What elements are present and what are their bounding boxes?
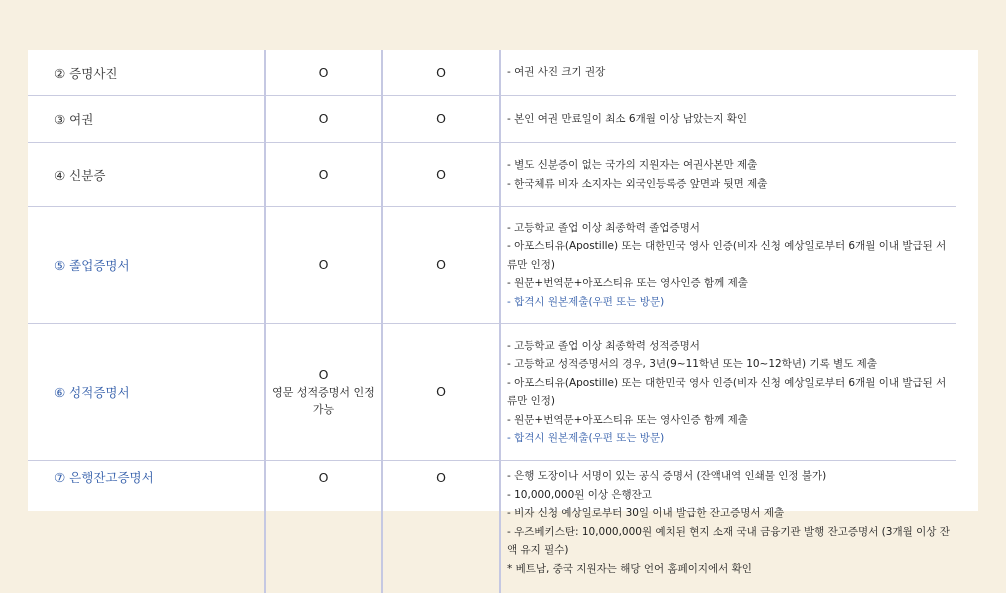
requirement-mark: O <box>382 143 500 207</box>
note-line: - 본인 여권 만료일이 최소 6개월 이상 남았는지 확인 <box>507 110 956 129</box>
note-line: - 여권 사진 크기 권장 <box>507 63 956 82</box>
note-line: - 은행 도장이나 서명이 있는 공식 증명서 (잔액내역 인쇄물 인정 불가) <box>507 467 956 486</box>
document-notes <box>500 143 956 207</box>
requirement-mark: O <box>382 207 500 324</box>
note-line: - 고등학교 졸업 이상 최종학력 졸업증명서 <box>507 219 956 238</box>
note-line: - 원문+번역문+아포스티유 또는 영사인증 함께 제출 <box>507 411 956 430</box>
note-line: - 우즈베키스탄: 10,000,000원 예치된 현지 소재 국내 금융기관 발행 잔고증명서 (3개월 이상 잔액 유지 필수) <box>507 523 956 560</box>
document-notes <box>500 461 956 593</box>
document-notes <box>500 50 956 96</box>
note-line: - 10,000,000원 이상 은행잔고 <box>507 486 956 505</box>
note-line: * 베트남, 중국 지원자는 해당 언어 홈페이지에서 확인 <box>507 560 956 579</box>
table-row <box>28 143 956 207</box>
note-line: - 한국체류 비자 소지자는 외국인등록증 앞면과 뒷면 제출 <box>507 175 956 194</box>
note-line: - 아포스티유(Apostille) 또는 대한민국 영사 인증(비자 신청 예상일로부터 6개월 이내 발급된 서류만 인정) <box>507 374 956 411</box>
document-name: ④ 신분증 <box>28 143 265 207</box>
note-line: - 아포스티유(Apostille) 또는 대한민국 영사 인증(비자 신청 예상일로부터 6개월 이내 발급된 서류만 인정) <box>507 237 956 274</box>
note-line: - 고등학교 졸업 이상 최종학력 성적증명서 <box>507 337 956 356</box>
requirement-mark: O <box>265 143 382 207</box>
document-name-link[interactable]: ⑥ 성적증명서 <box>28 324 265 461</box>
note-line-highlight: - 합격시 원본제출(우편 또는 방문) <box>507 429 956 448</box>
requirement-mark: O <box>265 50 382 96</box>
note-line: - 고등학교 성적증명서의 경우, 3년(9~11학년 또는 10~12학년) 기록 별도 제출 <box>507 355 956 374</box>
table-row <box>28 207 956 324</box>
document-notes <box>500 207 956 324</box>
table-row <box>28 324 956 461</box>
requirement-mark: O <box>382 461 500 593</box>
requirement-mark: O <box>382 50 500 96</box>
note-line: - 원문+번역문+아포스티유 또는 영사인증 함께 제출 <box>507 274 956 293</box>
requirement-mark-value: O <box>319 367 329 382</box>
table-row <box>28 461 956 593</box>
requirement-mark: O <box>265 96 382 143</box>
note-line: - 별도 신분증이 없는 국가의 지원자는 여권사본만 제출 <box>507 156 956 175</box>
requirement-mark: O <box>382 96 500 143</box>
document-notes <box>500 96 956 143</box>
requirement-mark: O <box>382 324 500 461</box>
note-line-highlight: - 합격시 원본제출(우편 또는 방문) <box>507 293 956 312</box>
requirement-mark: O <box>265 461 382 593</box>
requirement-mark-note: 영문 성적증명서 인정 가능 <box>266 384 381 418</box>
table-row <box>28 96 956 143</box>
note-line: - 비자 신청 예상일로부터 30일 이내 발급한 잔고증명서 제출 <box>507 504 956 523</box>
document-name: ② 증명사진 <box>28 50 265 96</box>
required-documents-table <box>28 50 956 593</box>
requirement-mark <box>265 324 382 461</box>
requirement-mark: O <box>265 207 382 324</box>
document-panel <box>28 50 978 511</box>
document-name: ③ 여권 <box>28 96 265 143</box>
document-notes <box>500 324 956 461</box>
table-row <box>28 50 956 96</box>
document-name-link[interactable]: ⑦ 은행잔고증명서 <box>28 461 265 593</box>
document-name-link[interactable]: ⑤ 졸업증명서 <box>28 207 265 324</box>
